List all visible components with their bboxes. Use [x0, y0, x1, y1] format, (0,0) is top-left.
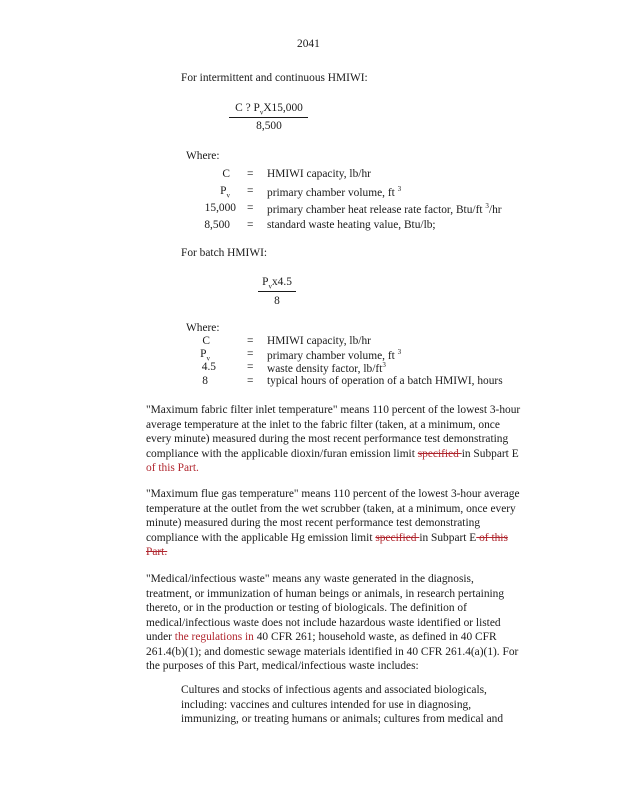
def-description: typical hours of operation of a batch HMIWI, hours	[267, 375, 503, 387]
text-line: compliance with the applicable dioxin/furan emission limit specified in Subpart E	[146, 447, 519, 460]
text-line: medical/infectious waste does not include hazardous waste identified or listed	[146, 616, 501, 629]
deleted-text: Part.	[146, 546, 168, 558]
def-equals: =	[247, 185, 254, 197]
def-equals: =	[247, 168, 254, 180]
text-line: treatment, or immunization of human beings or animals, in research pertaining	[146, 587, 505, 600]
text-line: average temperature at the inlet to the fabric filter (taken, at a minimum, once	[146, 418, 500, 431]
def-symbol: C	[222, 168, 230, 180]
def-equals: =	[247, 361, 254, 373]
text-line: Cultures and stocks of infectious agents and associated biologicals,	[181, 684, 487, 696]
text-line: "Maximum fabric filter inlet temperature" means 110 percent of the lowest 3-hour	[146, 404, 521, 416]
text-line: thereto, or in the production or testing of biologicals. The definition of	[146, 602, 467, 614]
inserted-text: of this Part.	[146, 462, 199, 474]
def-description: waste density factor, $lb/ft^3$	[267, 361, 386, 375]
def-symbol: 8,500	[204, 219, 230, 231]
deleted-text: specified	[375, 531, 420, 544]
page-number: 2041	[297, 38, 320, 50]
def-description: HMIWI capacity, lb/hr	[267, 335, 371, 347]
text-line: under the regulations in 40 CFR 261; household waste, as defined in 40 CFR	[146, 631, 497, 643]
text-line: 261.4(b)(1); and domestic sewage materials identified in 40 CFR 261.4(a)(1). For	[146, 645, 519, 658]
text-line: "Maximum flue gas temperature" means 110 percent of the lowest 3-hour average	[146, 488, 520, 500]
def-equals: =	[247, 335, 254, 347]
deleted-text: of this	[476, 531, 508, 544]
def-symbol: C	[202, 335, 210, 347]
text-line: "Medical/infectious waste" means any waste generated in the diagnosis,	[146, 573, 474, 585]
definition-max-flue-gas-temp	[146, 487, 546, 560]
batch-formula-numerator: $P_vx4.5$	[262, 276, 292, 291]
def-description: primary chamber volume, ft $^3$	[267, 185, 402, 199]
text-line	[146, 545, 546, 560]
text-line: the purposes of this Part, medical/infectious waste includes:	[146, 660, 419, 672]
text-line: every minute) measured during the most recent performance test demonstrating	[146, 433, 509, 445]
text-line	[146, 461, 546, 476]
def-description: HMIWI capacity, lb/hr	[267, 168, 371, 180]
definition-medical-infectious-waste	[146, 572, 546, 674]
batch-where: Where:	[186, 322, 220, 334]
def-symbol: 8	[202, 375, 208, 387]
inserted-text: the regulations in	[174, 631, 257, 643]
intermittent-heading: For intermittent and continuous HMIWI:	[181, 72, 368, 84]
def-symbol: 15,000	[204, 202, 236, 214]
def-symbol: 4.5	[201, 361, 216, 373]
intermittent-where: Where:	[186, 150, 220, 162]
text-line: including: vaccines and cultures intended for use in diagnosing,	[181, 698, 472, 711]
def-description: primary chamber heat release rate factor, Btu/ft $^3$/hr	[267, 202, 502, 216]
intermittent-formula-bar	[229, 117, 308, 118]
text-line: temperature at the outlet from the wet scrubber (taken, at a minimum, once every	[146, 502, 516, 515]
deleted-text: specified	[417, 447, 462, 460]
batch-formula-bar	[258, 291, 296, 292]
text-line: immunizing, or treating humans or animals; cultures from medical and	[181, 713, 504, 725]
def-description: primary chamber volume, ft $^3$	[267, 348, 402, 362]
def-symbol: $P_v$	[220, 185, 230, 200]
def-equals: =	[247, 202, 254, 214]
definition-max-fabric-filter-inlet-temp	[146, 403, 546, 476]
def-description: standard waste heating value, Btu/lb;	[267, 219, 436, 231]
intermittent-formula-numerator: C ? $P_vX15,000$	[235, 102, 303, 117]
text-line: minute) measured during the most recent performance test demonstrating	[146, 517, 481, 529]
intermittent-formula-denominator: 8,500	[256, 120, 282, 132]
def-equals: =	[247, 219, 254, 231]
batch-heading: For batch HMIWI:	[181, 247, 268, 259]
text-line: compliance with the applicable Hg emission limit specified in Subpart E of this	[146, 531, 508, 544]
waste-category-cultures	[181, 683, 541, 727]
batch-formula-denominator: 8	[274, 295, 280, 307]
def-symbol: $P_v$	[200, 348, 210, 363]
def-equals: =	[247, 375, 254, 387]
def-equals: =	[247, 348, 254, 360]
